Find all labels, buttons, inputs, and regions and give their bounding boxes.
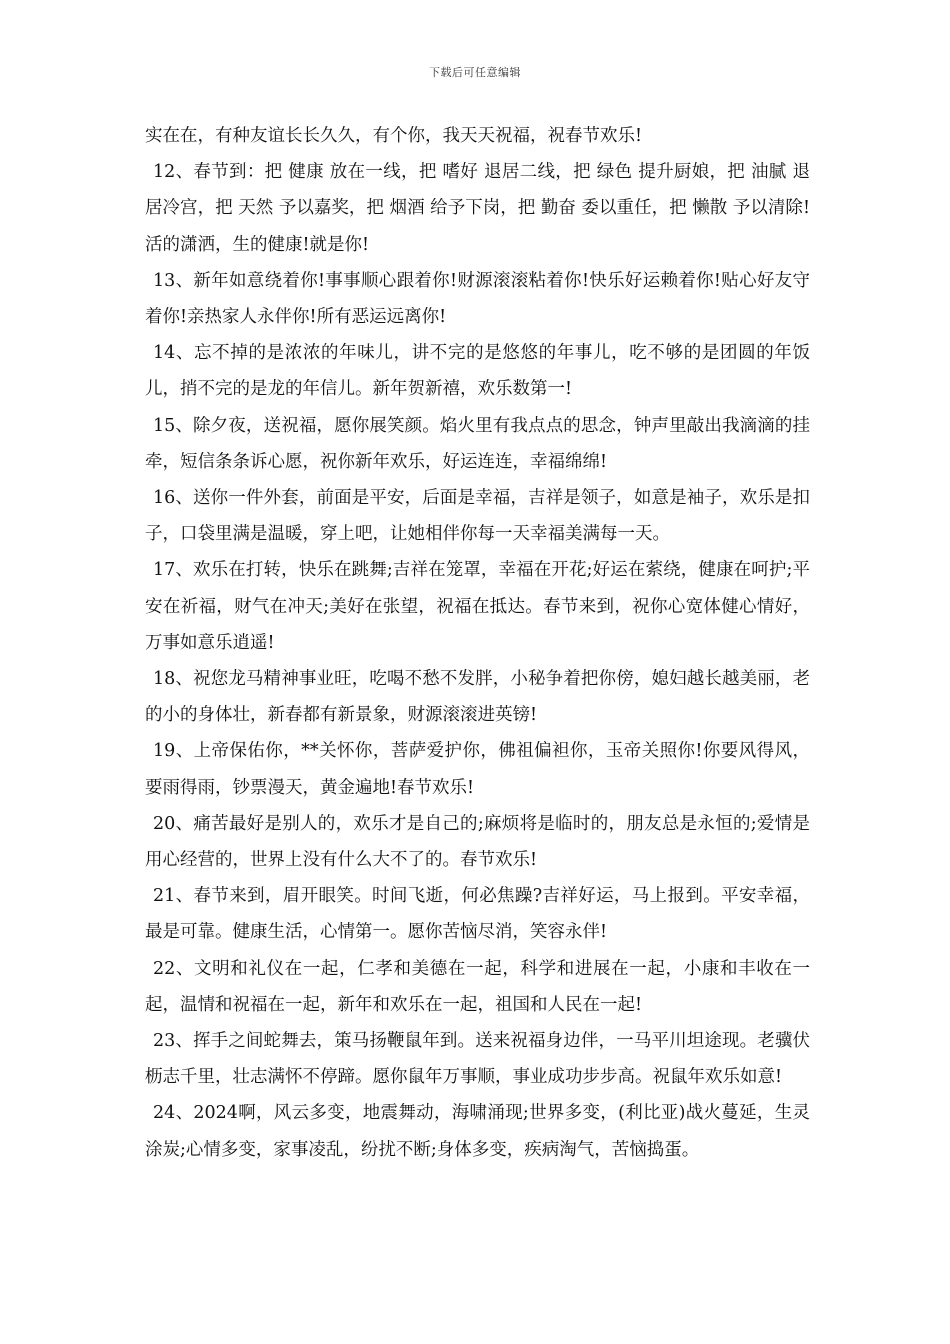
paragraph-24: 24、2024啊，风云多变，地震舞动，海啸涌现;世界多变，(利比亚)战火蔓延，生灵涂炭;心情多变，家事凌乱，纷扰不断;身体多变，疾病淘气，苦恼捣蛋。 [145,1103,810,1160]
paragraph-continuation: 实在在，有种友谊长长久久，有个你，我天天祝福，祝春节欢乐! [145,126,643,146]
paragraph-19: 19、上帝保佑你，**关怀你，菩萨爱护你，佛祖偏袒你，玉帝关照你!你要风得风，要雨得雨，钞票漫天，黄金遍地!春节欢乐! [145,741,810,798]
paragraph-23: 23、挥手之间蛇舞去，策马扬鞭鼠年到。送来祝福身边伴，一马平川坦途现。老骥伏枥志千里，壮志满怀不停蹄。愿你鼠年万事顺，事业成功步步高。祝鼠年欢乐如意! [145,1031,810,1088]
paragraph-12: 12、春节到：把 健康 放在一线，把 嗜好 退居二线，把 绿色 提升厨娘，把 油腻 退居冷宫，把 天然 予以嘉奖，把 烟酒 给予下岗，把 勤奋 委以重任，把 懒散 予以清除!活的潇洒，生的健康!就是你! [145,162,810,255]
paragraph-14: 14、忘不掉的是浓浓的年味儿，讲不完的是悠悠的年事儿，吃不够的是团圆的年饭儿，捎不完的是龙的年信儿。新年贺新禧，欢乐数第一! [145,343,810,400]
paragraph-20: 20、痛苦最好是别人的，欢乐才是自己的;麻烦将是临时的，朋友总是永恒的;爱情是用心经营的，世界上没有什么大不了的。春节欢乐! [145,813,810,871]
paragraph-17: 17、欢乐在打转，快乐在跳舞;吉祥在笼罩，幸福在开花;好运在萦绕，健康在呵护;平安在祈福，财气在冲天;美好在张望，祝福在抵达。春节来到，祝你心宽体健心情好，万事如意乐逍遥! [145,560,810,653]
paragraph-18: 18、祝您龙马精神事业旺，吃喝不愁不发胖，小秘争着把你傍，媳妇越长越美丽，老的小的身体壮，新春都有新景象，财源滚滚进英镑! [145,669,810,726]
paragraph-22: 22、文明和礼仪在一起，仁孝和美德在一起，科学和进展在一起，小康和丰收在一起，温情和祝福在一起，新年和欢乐在一起，祖国和人民在一起! [145,958,810,1015]
paragraph-15: 15、除夕夜，送祝福，愿你展笑颜。焰火里有我点点的思念，钟声里敲出我滴滴的挂牵，短信条条诉心愿，祝你新年欢乐，好运连连，幸福绵绵! [145,415,810,472]
paragraph-16: 16、送你一件外套，前面是平安，后面是幸福，吉祥是领子，如意是袖子，欢乐是扣子，口袋里满是温暖，穿上吧，让她相伴你每一天幸福美满每一天。 [145,488,810,545]
document-body [145,118,810,1168]
paragraph-21: 21、春节来到，眉开眼笑。时间飞逝，何必焦躁?吉祥好运，马上报到。平安幸福，最是可靠。健康生活，心情第一。愿你苦恼尽消，笑容永伴! [145,886,810,943]
page-header: 下载后可任意编辑 [429,66,521,79]
paragraph-13: 13、新年如意绕着你!事事顺心跟着你!财源滚滚粘着你!快乐好运赖着你!贴心好友守着你!亲热家人永伴你!所有恶运远离你! [145,270,810,328]
